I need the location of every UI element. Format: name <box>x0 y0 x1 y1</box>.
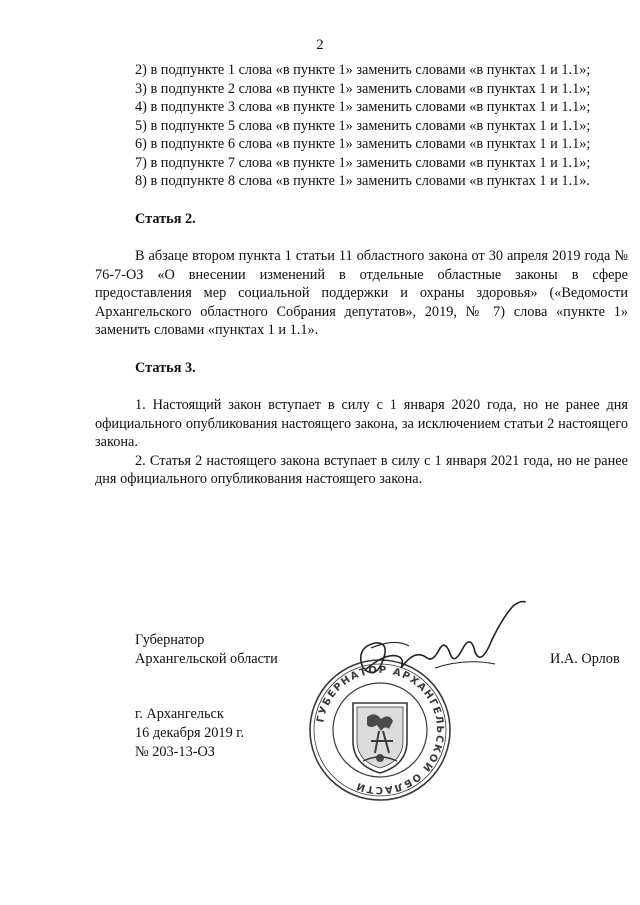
document-body <box>95 61 628 489</box>
list-item: 5) в подпункте 5 слова «в пункте 1» заменить словами «в пунктах 1 и 1.1»; <box>135 117 591 134</box>
article-3-heading: Статья 3. <box>135 359 196 376</box>
signatory-name: И.А. Орлов <box>550 651 620 667</box>
list-item: 7) в подпункте 7 слова «в пункте 1» заменить словами «в пунктах 1 и 1.1»; <box>135 154 591 171</box>
list-item: 2) в подпункте 1 слова «в пункте 1» заменить словами «в пунктах 1 и 1.1»; <box>135 62 591 78</box>
signatory-title-line-1: Губернатор <box>135 632 205 648</box>
list-item: 4) в подпункте 3 слова «в пункте 1» заменить словами «в пунктах 1 и 1.1»; <box>135 99 591 115</box>
handwritten-signature-icon <box>335 598 535 688</box>
coat-of-arms-icon <box>353 703 407 773</box>
seal-text: ГУБЕРНАТОР АРХАНГЕЛЬСКОЙ ОБЛАСТИ <box>315 664 446 796</box>
article-2-heading: Статья 2. <box>135 210 196 227</box>
article-3-paragraph-2: 2. Статья 2 настоящего закона вступает в силу с 1 января 2021 года, но не ранее дня официального опубликования настоящего закона. <box>95 452 628 487</box>
amendment-list <box>95 61 628 191</box>
footer-date: 16 декабря 2019 г. <box>135 725 245 741</box>
list-item: 8) в подпункте 8 слова «в пункте 1» заменить словами «в пунктах 1 и 1.1». <box>135 173 590 189</box>
article-2-text: В абзаце втором пункта 1 статьи 11 областного закона от 30 апреля 2019 года № 76-7-ОЗ «О внесении изменений в отдельные областные законы в сфере предоставления мер социальной поддержки и охраны здоровья» («Ведомости Архангельского областного Собрания депутатов», 2019, № 7) слова «пункте 1» заменить словами «пунктах 1 и 1.1». <box>95 248 628 338</box>
footer-number: № 203-13-ОЗ <box>135 744 215 760</box>
list-item: 6) в подпункте 6 слова «в пункте 1» заменить словами «в пунктах 1 и 1.1»; <box>135 136 591 152</box>
page-number: 2 <box>316 37 324 53</box>
list-item: 3) в подпункте 2 слова «в пункте 1» заменить словами «в пунктах 1 и 1.1»; <box>135 80 591 97</box>
signatory-title <box>135 631 278 669</box>
document-footer <box>135 705 244 762</box>
signatory-title-line-2: Архангельской области <box>135 651 278 667</box>
footer-city: г. Архангельск <box>135 706 224 722</box>
article-3-paragraph-1: 1. Настоящий закон вступает в силу с 1 января 2020 года, но не ранее дня официального опубликования настоящего закона, за исключением статьи 2 настоящего закона. <box>95 397 628 450</box>
